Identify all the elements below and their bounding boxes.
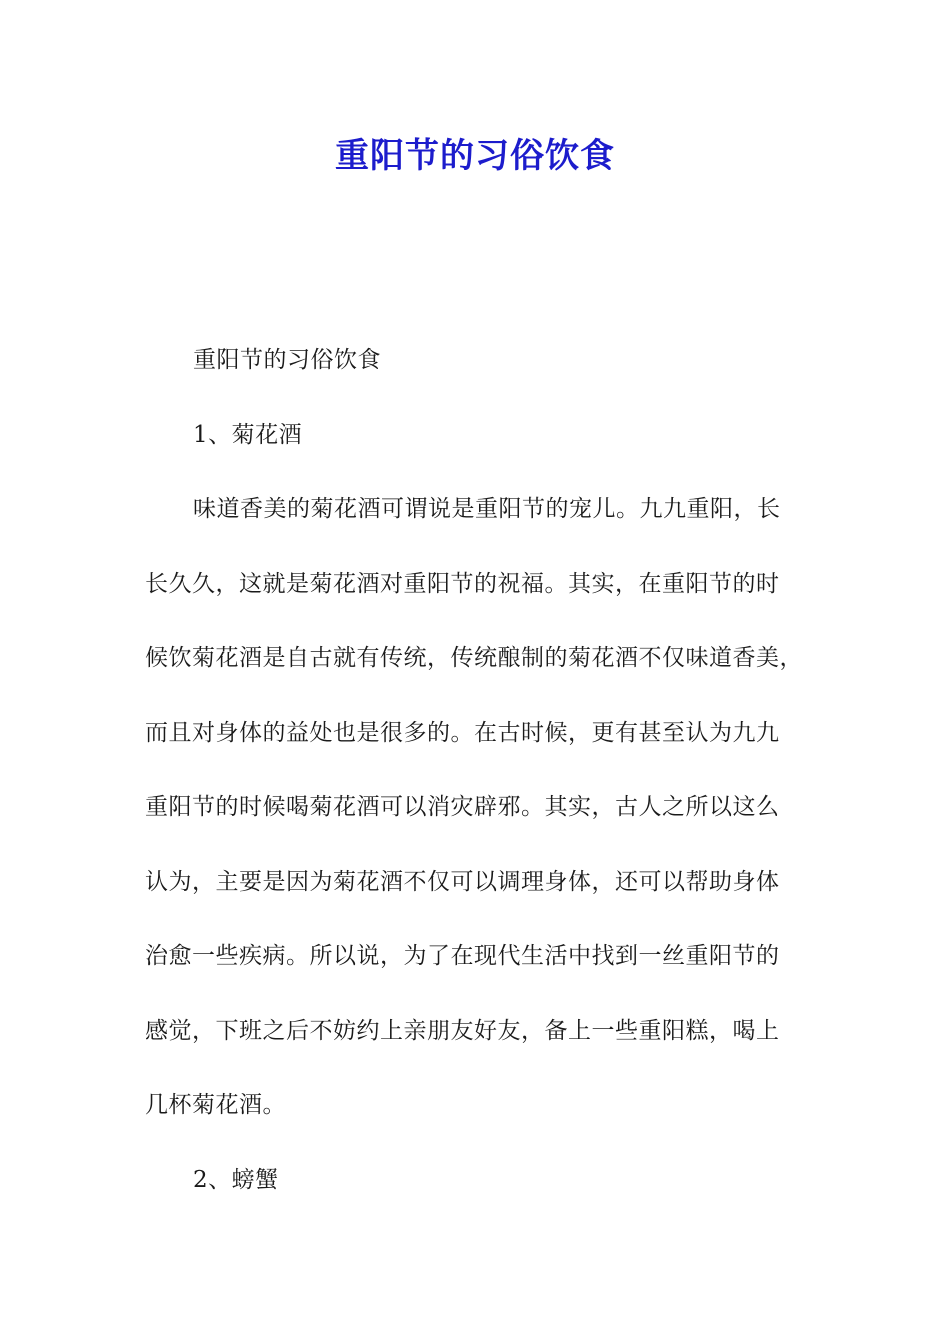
subsection-heading: 1、菊花酒 xyxy=(193,421,303,448)
paragraph-line: 而且对身体的益处也是很多的。在古时候，更有甚至认为九九 xyxy=(145,719,780,746)
section-heading: 重阳节的习俗饮食 xyxy=(193,347,381,373)
paragraph-line: 认为，主要是因为菊花酒不仅可以调理身体，还可以帮助身体 xyxy=(145,868,780,895)
paragraph-line: 味道香美的菊花酒可谓说是重阳节的宠儿。九九重阳，长 xyxy=(193,496,781,522)
paragraph-line: 候饮菊花酒是自古就有传统，传统酿制的菊花酒不仅味道香美， xyxy=(145,645,803,671)
subsection-heading: 2、螃蟹 xyxy=(193,1166,279,1193)
paragraph-line: 几杯菊花酒。 xyxy=(145,1092,286,1118)
document-body xyxy=(145,340,835,1234)
document-title: 重阳节的习俗饮食 xyxy=(335,136,615,176)
paragraph-line: 治愈一些疾病。所以说，为了在现代生活中找到一丝重阳节的 xyxy=(145,943,780,969)
paragraph-line: 长久久，这就是菊花酒对重阳节的祝福。其实，在重阳节的时 xyxy=(145,570,780,597)
paragraph-line: 感觉，下班之后不妨约上亲朋友好友，备上一些重阳糕，喝上 xyxy=(145,1017,780,1044)
paragraph-line: 重阳节的时候喝菊花酒可以消灾辟邪。其实，古人之所以这么 xyxy=(145,794,780,820)
